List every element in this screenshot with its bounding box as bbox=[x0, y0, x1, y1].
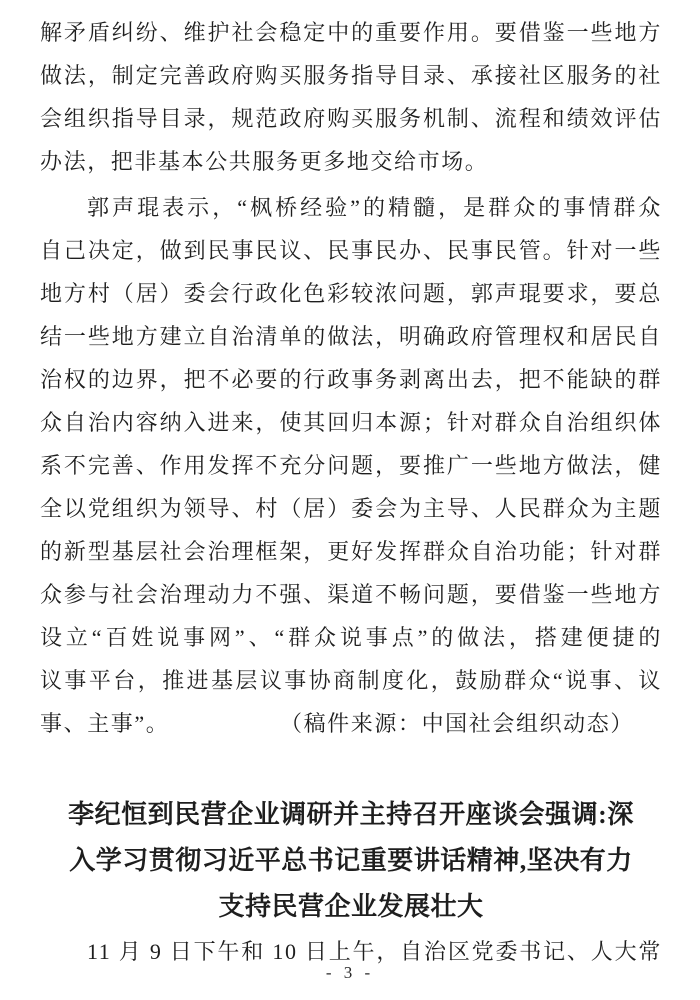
guo-paragraph-1 bbox=[40, 11, 662, 183]
text-line: 设立“百姓说事网”、“群众说事点”的做法，搭建便捷的 bbox=[40, 625, 662, 650]
title-line: 入学习贯彻习近平总书记重要讲话精神,坚决有力 bbox=[69, 846, 633, 875]
text-line: 众参与社会治理动力不强、渠道不畅问题，要借鉴一些地方 bbox=[40, 582, 662, 607]
text-line: 结一些地方建立自治清单的做法，明确政府管理权和居民自 bbox=[40, 324, 662, 349]
text-line: 解矛盾纠纷、维护社会稳定中的重要作用。要借鉴一些地方 bbox=[40, 20, 662, 45]
title-line: 李纪恒到民营企业调研并主持召开座谈会强调:深 bbox=[68, 800, 634, 829]
closing-line bbox=[40, 702, 662, 745]
li-article-title bbox=[40, 792, 662, 930]
title-line: 支持民营企业发展壮大 bbox=[218, 892, 484, 921]
text-line: 的新型基层社会治理框架，更好发挥群众自治功能；针对群 bbox=[40, 539, 662, 564]
text-line: 11 月 9 日下午和 10 日上午，自治区党委书记、人大常 bbox=[87, 939, 662, 964]
text-line: 议事平台，推进基层议事协商制度化，鼓励群众“说事、议 bbox=[40, 668, 662, 693]
text-line: 做法，制定完善政府购买服务指导目录、承接社区服务的社 bbox=[40, 63, 662, 88]
guo-paragraph-2 bbox=[40, 186, 662, 745]
source-attribution: （稿件来源：中国社会组织动态） bbox=[279, 711, 634, 736]
text-line: 郭声琨表示，“枫桥经验”的精髓，是群众的事情群众 bbox=[87, 195, 662, 220]
text-line: 会组织指导目录，规范政府购买服务机制、流程和绩效评估 bbox=[40, 106, 662, 131]
text-line: 地方村（居）委会行政化色彩较浓问题，郭声琨要求，要总 bbox=[40, 281, 662, 306]
text-line: 治权的边界，把不必要的行政事务剥离出去，把不能缺的群 bbox=[40, 367, 662, 392]
page-content bbox=[40, 11, 662, 973]
text-line: 众自治内容纳入进来，使其回归本源；针对群众自治组织体 bbox=[40, 410, 662, 435]
page-number: - 3 - bbox=[325, 963, 375, 982]
text-line: 自己决定，做到民事民议、民事民办、民事民管。针对一些 bbox=[40, 238, 662, 263]
closing-text: 事、主事”。 bbox=[40, 711, 170, 736]
text-line: 全以党组织为领导、村（居）委会为主导、人民群众为主题 bbox=[40, 496, 662, 521]
text-line: 办法，把非基本公共服务更多地交给市场。 bbox=[40, 149, 489, 174]
text-line: 系不完善、作用发挥不充分问题，要推广一些地方做法，健 bbox=[40, 453, 662, 478]
